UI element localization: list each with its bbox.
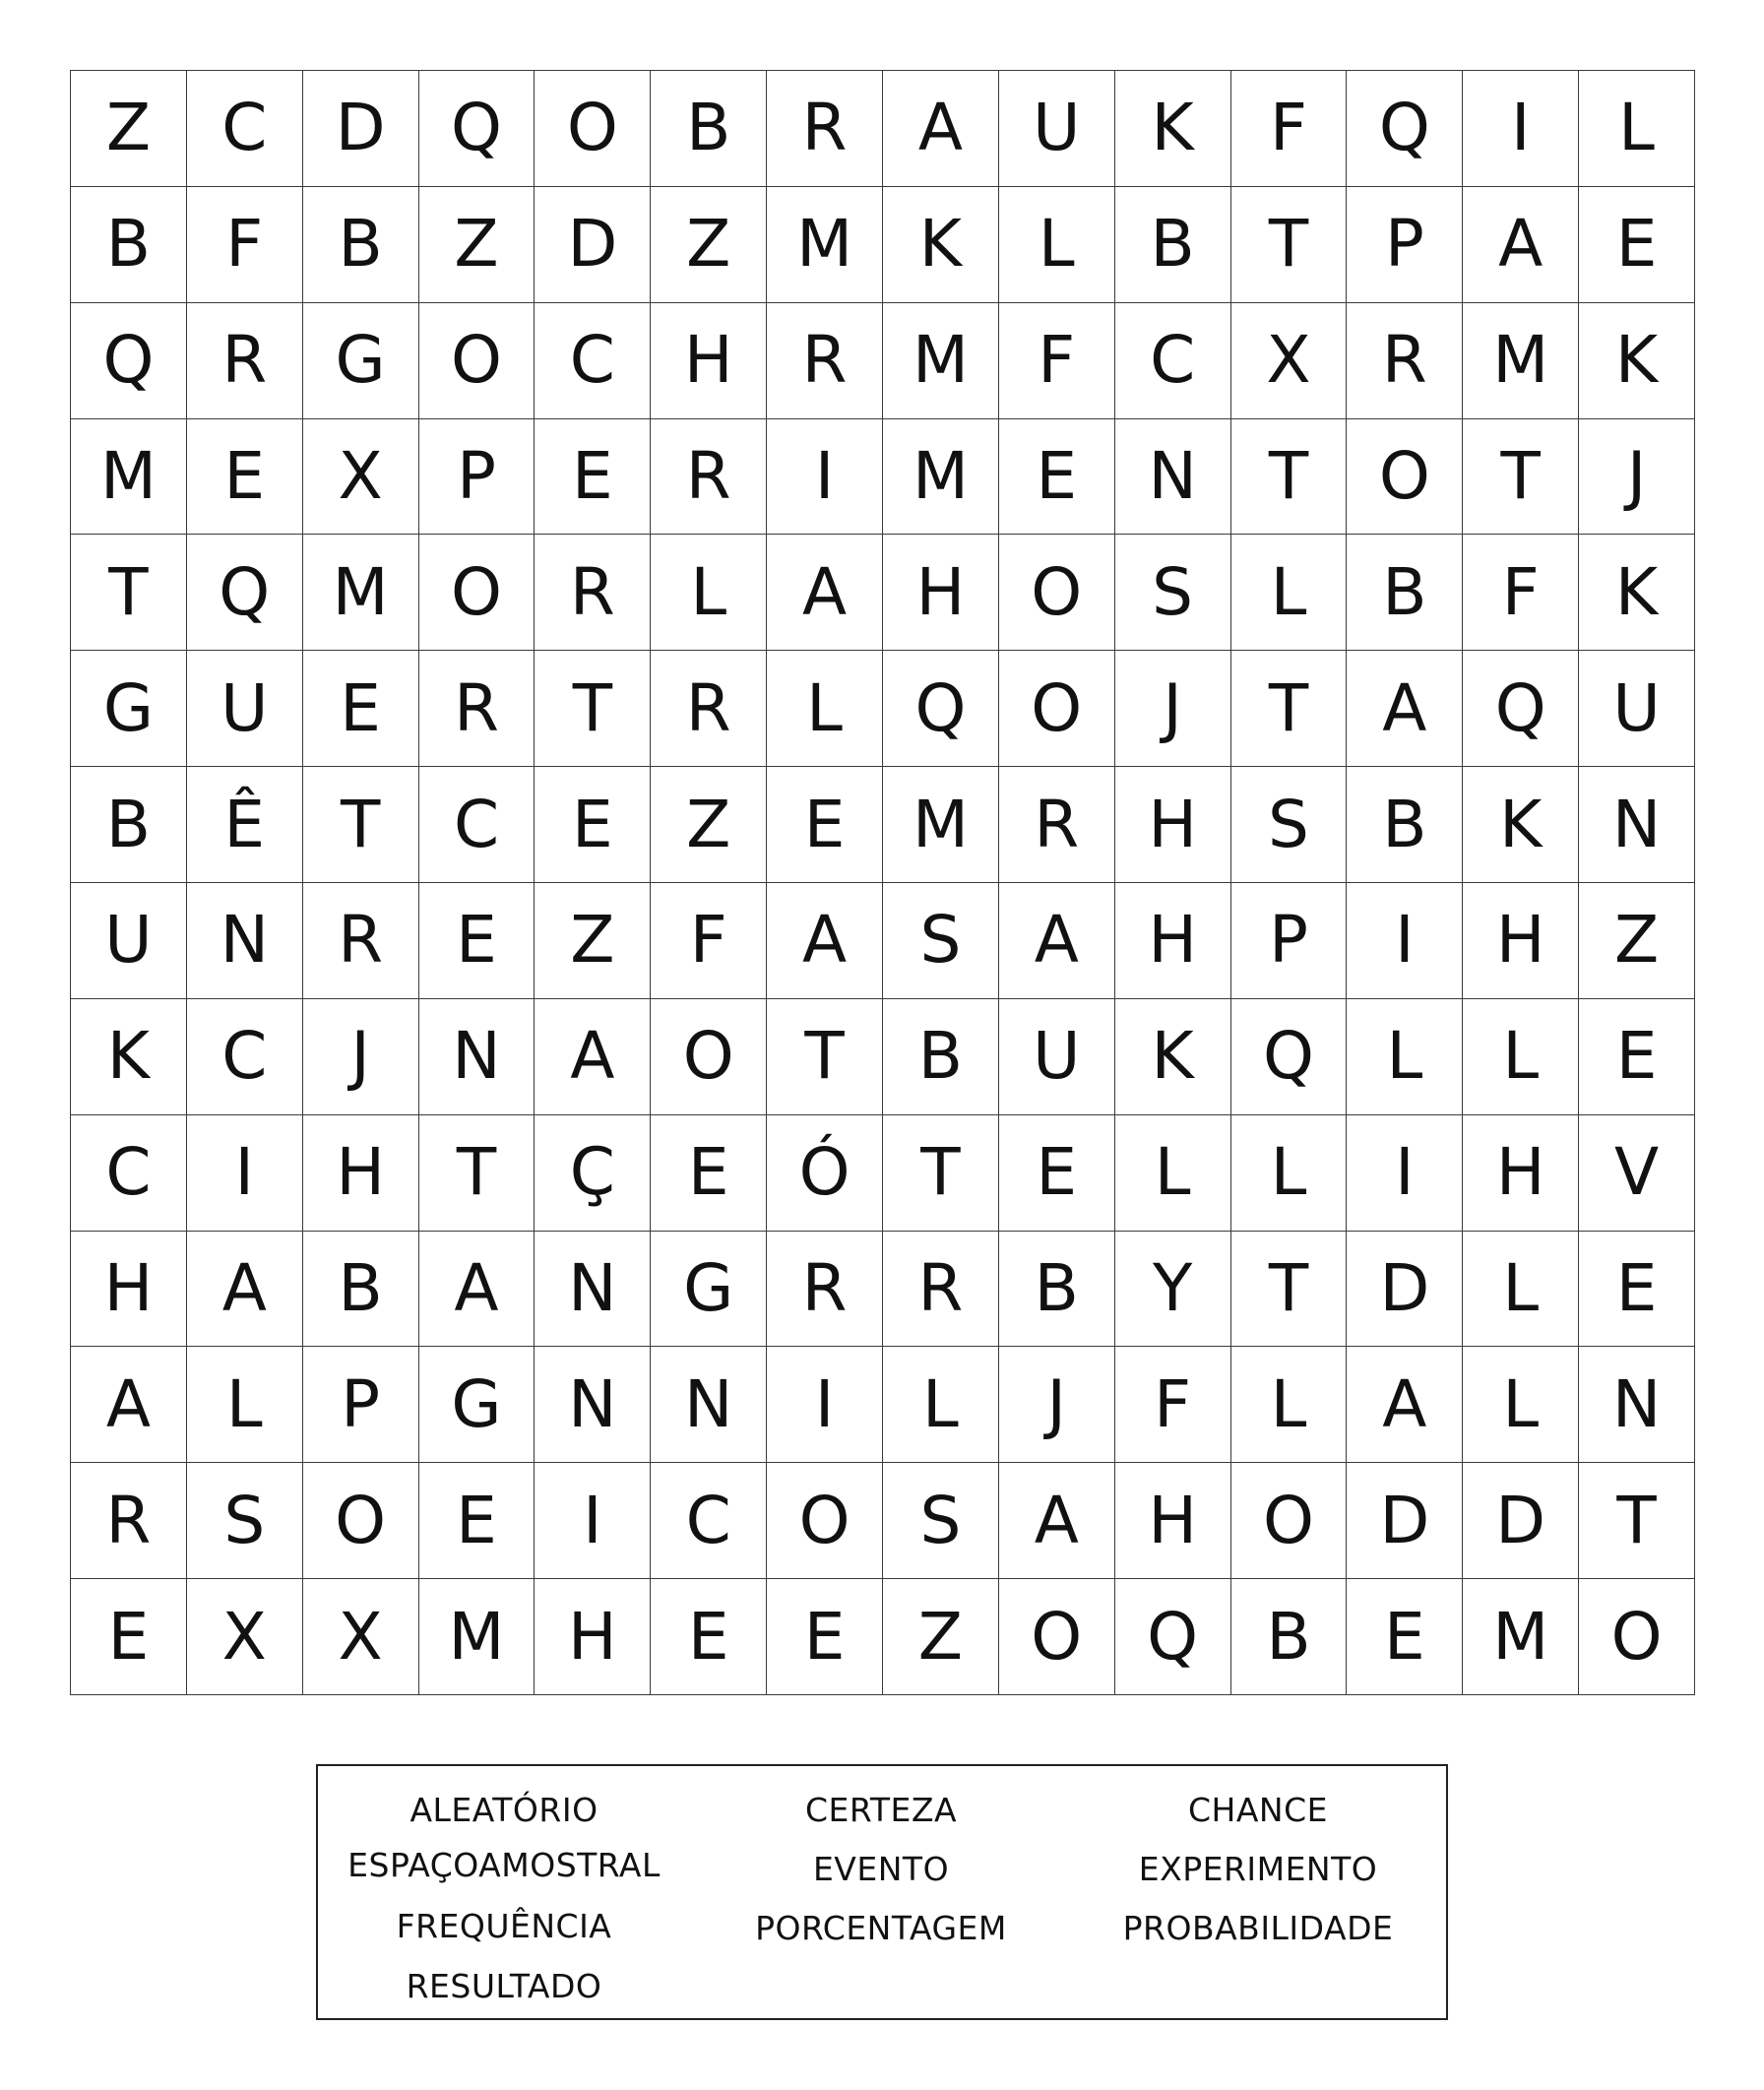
grid-cell[interactable]: O: [1579, 1579, 1695, 1695]
grid-cell[interactable]: R: [767, 1232, 883, 1348]
grid-cell[interactable]: T: [419, 1115, 536, 1232]
grid-cell[interactable]: T: [1463, 419, 1579, 536]
word-list-item: PORCENTAGEM: [755, 1909, 1007, 1947]
grid-cell[interactable]: B: [999, 1232, 1115, 1348]
grid-cell[interactable]: E: [419, 883, 536, 999]
grid-cell[interactable]: R: [767, 71, 883, 187]
grid-cell[interactable]: M: [419, 1579, 536, 1695]
grid-cell[interactable]: B: [71, 767, 187, 883]
grid-cell[interactable]: Q: [1347, 71, 1463, 187]
grid-cell[interactable]: A: [767, 535, 883, 651]
grid-cell[interactable]: E: [187, 419, 303, 536]
grid-cell[interactable]: T: [1231, 651, 1348, 767]
grid-cell[interactable]: R: [767, 303, 883, 419]
grid-cell[interactable]: D: [1347, 1463, 1463, 1579]
grid-cell[interactable]: U: [999, 999, 1115, 1115]
grid-cell[interactable]: C: [651, 1463, 767, 1579]
grid-cell[interactable]: S: [1115, 535, 1231, 651]
grid-cell[interactable]: Q: [1115, 1579, 1231, 1695]
grid-cell[interactable]: U: [1579, 651, 1695, 767]
grid-cell[interactable]: B: [1115, 187, 1231, 303]
grid-cell[interactable]: B: [651, 71, 767, 187]
grid-cell[interactable]: L: [1463, 999, 1579, 1115]
grid-cell[interactable]: K: [1463, 767, 1579, 883]
grid-cell[interactable]: N: [535, 1232, 651, 1348]
grid-cell[interactable]: T: [767, 999, 883, 1115]
grid-cell[interactable]: Q: [1231, 999, 1348, 1115]
grid-cell[interactable]: A: [999, 1463, 1115, 1579]
grid-cell[interactable]: O: [651, 999, 767, 1115]
word-list-item: ESPAÇOAMOSTRAL: [347, 1846, 661, 1884]
grid-cell[interactable]: R: [303, 883, 419, 999]
grid-cell[interactable]: L: [1231, 1347, 1348, 1463]
grid-cell[interactable]: J: [999, 1347, 1115, 1463]
grid-cell[interactable]: I: [1347, 883, 1463, 999]
grid-cell[interactable]: P: [303, 1347, 419, 1463]
grid-cell[interactable]: S: [883, 883, 999, 999]
grid-cell[interactable]: D: [535, 187, 651, 303]
grid-cell[interactable]: G: [651, 1232, 767, 1348]
grid-cell[interactable]: X: [303, 419, 419, 536]
grid-cell[interactable]: Q: [187, 535, 303, 651]
grid-cell[interactable]: Q: [883, 651, 999, 767]
grid-cell[interactable]: Y: [1115, 1232, 1231, 1348]
grid-cell[interactable]: M: [1463, 1579, 1579, 1695]
grid-cell[interactable]: L: [1231, 1115, 1348, 1232]
grid-cell[interactable]: R: [651, 651, 767, 767]
grid-cell[interactable]: R: [535, 535, 651, 651]
grid-cell[interactable]: C: [1115, 303, 1231, 419]
word-list-box: [316, 1764, 1448, 2020]
grid-cell[interactable]: L: [1463, 1232, 1579, 1348]
grid-cell[interactable]: M: [883, 419, 999, 536]
grid-cell[interactable]: M: [767, 187, 883, 303]
grid-cell[interactable]: X: [1231, 303, 1348, 419]
grid-cell[interactable]: N: [535, 1347, 651, 1463]
grid-cell[interactable]: K: [1115, 999, 1231, 1115]
grid-cell[interactable]: H: [1463, 883, 1579, 999]
grid-cell[interactable]: B: [303, 1232, 419, 1348]
grid-cell[interactable]: O: [999, 535, 1115, 651]
grid-cell[interactable]: E: [651, 1115, 767, 1232]
grid-cell[interactable]: T: [883, 1115, 999, 1232]
grid-cell[interactable]: Z: [651, 767, 767, 883]
grid-cell[interactable]: H: [71, 1232, 187, 1348]
grid-cell[interactable]: B: [71, 187, 187, 303]
grid-cell[interactable]: I: [767, 419, 883, 536]
grid-cell[interactable]: Ê: [187, 767, 303, 883]
grid-cell[interactable]: E: [1347, 1579, 1463, 1695]
grid-cell[interactable]: A: [187, 1232, 303, 1348]
grid-cell[interactable]: L: [1463, 1347, 1579, 1463]
word-list-item: CERTEZA: [804, 1791, 958, 1829]
grid-cell[interactable]: E: [767, 1579, 883, 1695]
grid-cell[interactable]: E: [1579, 999, 1695, 1115]
word-list-item: FREQUÊNCIA: [396, 1907, 612, 1945]
word-list-item: RESULTADO: [406, 1967, 602, 2005]
grid-cell[interactable]: F: [999, 303, 1115, 419]
grid-cell[interactable]: Ç: [535, 1115, 651, 1232]
grid-cell[interactable]: M: [71, 419, 187, 536]
grid-cell[interactable]: E: [419, 1463, 536, 1579]
grid-cell[interactable]: O: [419, 535, 536, 651]
grid-cell[interactable]: J: [1579, 419, 1695, 536]
grid-cell[interactable]: L: [999, 187, 1115, 303]
grid-cell[interactable]: A: [1347, 651, 1463, 767]
grid-cell[interactable]: K: [71, 999, 187, 1115]
grid-cell[interactable]: C: [71, 1115, 187, 1232]
grid-cell[interactable]: H: [535, 1579, 651, 1695]
grid-cell[interactable]: G: [419, 1347, 536, 1463]
grid-cell[interactable]: R: [999, 767, 1115, 883]
grid-cell[interactable]: T: [71, 535, 187, 651]
grid-cell[interactable]: T: [1231, 187, 1348, 303]
grid-cell[interactable]: R: [419, 651, 536, 767]
grid-cell[interactable]: Z: [1579, 883, 1695, 999]
grid-cell[interactable]: R: [71, 1463, 187, 1579]
grid-cell[interactable]: M: [883, 767, 999, 883]
grid-cell[interactable]: K: [883, 187, 999, 303]
grid-cell[interactable]: O: [999, 651, 1115, 767]
grid-cell[interactable]: I: [767, 1347, 883, 1463]
grid-cell[interactable]: A: [71, 1347, 187, 1463]
grid-cell[interactable]: E: [999, 1115, 1115, 1232]
grid-cell[interactable]: B: [303, 187, 419, 303]
grid-cell[interactable]: R: [187, 303, 303, 419]
grid-cell[interactable]: U: [71, 883, 187, 999]
grid-cell[interactable]: A: [999, 883, 1115, 999]
grid-cell[interactable]: H: [883, 535, 999, 651]
grid-cell[interactable]: Z: [535, 883, 651, 999]
grid-cell[interactable]: F: [1463, 535, 1579, 651]
grid-cell[interactable]: F: [1231, 71, 1348, 187]
grid-cell[interactable]: O: [999, 1579, 1115, 1695]
grid-cell[interactable]: N: [1115, 419, 1231, 536]
grid-cell[interactable]: T: [535, 651, 651, 767]
grid-cell[interactable]: O: [767, 1463, 883, 1579]
grid-cell[interactable]: I: [1347, 1115, 1463, 1232]
grid-cell[interactable]: O: [1347, 419, 1463, 536]
letter-grid: [70, 70, 1695, 1695]
grid-cell[interactable]: Q: [1463, 651, 1579, 767]
grid-cell[interactable]: R: [651, 419, 767, 536]
grid-cell[interactable]: A: [1463, 187, 1579, 303]
grid-cell[interactable]: I: [1463, 71, 1579, 187]
grid-cell[interactable]: Z: [71, 71, 187, 187]
grid-cell[interactable]: H: [1115, 883, 1231, 999]
grid-cell[interactable]: O: [1231, 1463, 1348, 1579]
grid-cell[interactable]: L: [1579, 71, 1695, 187]
grid-cell[interactable]: Ó: [767, 1115, 883, 1232]
grid-cell[interactable]: I: [187, 1115, 303, 1232]
grid-cell[interactable]: C: [535, 303, 651, 419]
grid-cell[interactable]: F: [187, 187, 303, 303]
grid-cell[interactable]: I: [535, 1463, 651, 1579]
grid-cell[interactable]: R: [1347, 303, 1463, 419]
grid-cell[interactable]: S: [1231, 767, 1348, 883]
grid-cell[interactable]: V: [1579, 1115, 1695, 1232]
grid-cell[interactable]: E: [71, 1579, 187, 1695]
grid-cell[interactable]: Z: [651, 187, 767, 303]
grid-cell[interactable]: A: [883, 71, 999, 187]
grid-cell[interactable]: Z: [419, 187, 536, 303]
grid-cell[interactable]: H: [303, 1115, 419, 1232]
grid-cell[interactable]: U: [999, 71, 1115, 187]
grid-cell[interactable]: E: [1579, 187, 1695, 303]
grid-cell[interactable]: M: [1463, 303, 1579, 419]
grid-cell[interactable]: T: [1579, 1463, 1695, 1579]
grid-cell[interactable]: D: [1347, 1232, 1463, 1348]
grid-cell[interactable]: M: [883, 303, 999, 419]
grid-cell[interactable]: B: [1231, 1579, 1348, 1695]
grid-cell[interactable]: N: [419, 999, 536, 1115]
grid-cell[interactable]: Q: [419, 71, 536, 187]
grid-cell[interactable]: S: [187, 1463, 303, 1579]
grid-cell[interactable]: N: [651, 1347, 767, 1463]
grid-cell[interactable]: P: [1231, 883, 1348, 999]
grid-cell[interactable]: L: [1231, 535, 1348, 651]
grid-cell[interactable]: K: [1579, 535, 1695, 651]
grid-cell[interactable]: B: [1347, 535, 1463, 651]
grid-cell[interactable]: M: [303, 535, 419, 651]
grid-cell[interactable]: G: [303, 303, 419, 419]
grid-cell[interactable]: O: [419, 303, 536, 419]
grid-cell[interactable]: J: [303, 999, 419, 1115]
grid-cell[interactable]: E: [535, 767, 651, 883]
grid-cell[interactable]: E: [999, 419, 1115, 536]
grid-cell[interactable]: L: [187, 1347, 303, 1463]
grid-cell[interactable]: X: [303, 1579, 419, 1695]
grid-cell[interactable]: L: [1347, 999, 1463, 1115]
grid-cell[interactable]: L: [1115, 1115, 1231, 1232]
grid-cell[interactable]: A: [535, 999, 651, 1115]
grid-cell[interactable]: T: [303, 767, 419, 883]
grid-cell[interactable]: B: [883, 999, 999, 1115]
grid-cell[interactable]: E: [651, 1579, 767, 1695]
grid-cell[interactable]: H: [1463, 1115, 1579, 1232]
grid-cell[interactable]: B: [1347, 767, 1463, 883]
grid-cell[interactable]: H: [1115, 767, 1231, 883]
grid-cell[interactable]: N: [1579, 1347, 1695, 1463]
grid-cell[interactable]: C: [187, 71, 303, 187]
grid-cell[interactable]: A: [419, 1232, 536, 1348]
grid-cell[interactable]: Z: [883, 1579, 999, 1695]
grid-cell[interactable]: S: [883, 1463, 999, 1579]
grid-cell[interactable]: F: [651, 883, 767, 999]
word-list-item: CHANCE: [1187, 1791, 1329, 1829]
grid-cell[interactable]: L: [767, 651, 883, 767]
grid-cell[interactable]: L: [883, 1347, 999, 1463]
grid-cell[interactable]: E: [767, 767, 883, 883]
grid-cell[interactable]: D: [1463, 1463, 1579, 1579]
grid-cell[interactable]: E: [535, 419, 651, 536]
grid-cell[interactable]: U: [187, 651, 303, 767]
grid-cell[interactable]: G: [71, 651, 187, 767]
grid-cell[interactable]: N: [1579, 767, 1695, 883]
grid-cell[interactable]: C: [419, 767, 536, 883]
grid-cell[interactable]: C: [187, 999, 303, 1115]
grid-cell[interactable]: K: [1115, 71, 1231, 187]
grid-cell[interactable]: D: [303, 71, 419, 187]
grid-cell[interactable]: H: [1115, 1463, 1231, 1579]
grid-cell[interactable]: J: [1115, 651, 1231, 767]
grid-cell[interactable]: Q: [71, 303, 187, 419]
grid-cell[interactable]: E: [303, 651, 419, 767]
grid-cell[interactable]: H: [651, 303, 767, 419]
word-list-item: ALEATÓRIO: [410, 1791, 598, 1829]
grid-cell[interactable]: L: [651, 535, 767, 651]
word-list-item: EXPERIMENTO: [1138, 1850, 1378, 1888]
grid-cell[interactable]: O: [303, 1463, 419, 1579]
grid-cell[interactable]: K: [1579, 303, 1695, 419]
grid-cell[interactable]: O: [535, 71, 651, 187]
word-list-item: EVENTO: [812, 1850, 950, 1888]
grid-cell[interactable]: P: [1347, 187, 1463, 303]
grid-cell[interactable]: T: [1231, 1232, 1348, 1348]
word-list-item: PROBABILIDADE: [1122, 1909, 1394, 1947]
grid-cell[interactable]: P: [419, 419, 536, 536]
grid-cell[interactable]: X: [187, 1579, 303, 1695]
grid-cell[interactable]: T: [1231, 419, 1348, 536]
grid-cell[interactable]: F: [1115, 1347, 1231, 1463]
grid-cell[interactable]: N: [187, 883, 303, 999]
grid-cell[interactable]: E: [1579, 1232, 1695, 1348]
grid-cell[interactable]: R: [883, 1232, 999, 1348]
grid-cell[interactable]: A: [767, 883, 883, 999]
grid-cell[interactable]: A: [1347, 1347, 1463, 1463]
